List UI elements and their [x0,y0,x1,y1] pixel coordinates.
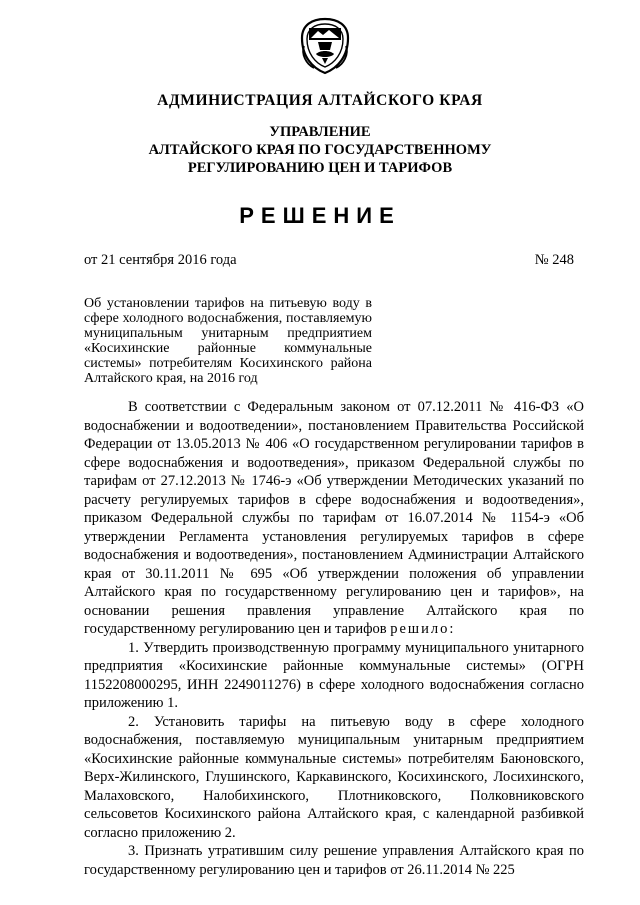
document-type-title: РЕШЕНИЕ [239,203,401,228]
item-3-paragraph: 3. Признать утратившим силу решение управления Алтайского края по государственному регулированию цен и тарифов от 26.11.2014 № 225 [84,843,584,878]
preamble-text: В соответствии с Федеральным законом от 07.12.2011 № 416-ФЗ «О водоснабжении и водоотведении», постановлением Правительства Российской Федерации от 13.05.2013 № 406 «О государственном регулировании тарифов в сфере водоснабжения и водоотведения», приказом Федеральной службы по тарифам от 27.12.2013 № 1746-э «Об утверждении Методических указаний по расчету регулируемых тарифов в сфере водоснабжения и водоотведения», приказом Федеральной службы по тарифам от 16.07.2014 № 1154-э «Об утверждении Регламента установления регулируемых тарифов в сфере водоснабжения и водоотведения», постановлением Администрации Алтайского края от 30.11.2011 № 695 «Об утверждении положения об управлении Алтайского края по государственному регулированию цен и тарифов», на основании решения правления управление Алтайского края по государственному регулированию цен и тарифов [84,399,584,637]
document-subject: Об установлении тарифов на питьевую воду в сфере холодного водоснабжения, поставляемую муниципальным унитарным предприятием «Косихинские районные коммунальные системы» потребителям Косихинского района Алтайского края, на 2016 год [84,296,372,386]
department-line: АЛТАЙСКОГО КРАЯ ПО ГОСУДАРСТВЕННОМУ [148,142,492,158]
administration-title: АДМИНИСТРАЦИЯ АЛТАЙСКОГО КРАЯ [157,92,483,109]
department-line: РЕГУЛИРОВАНИЮ ЦЕН И ТАРИФОВ [187,160,453,176]
department-line: УПРАВЛЕНИЕ [269,124,371,140]
department-name [0,123,640,177]
preamble-paragraph [84,398,584,639]
altai-krai-coat-of-arms-icon [298,16,352,76]
item-2-paragraph: 2. Установить тарифы на питьевую воду в сфере холодного водоснабжения, поставляемую муниципальным унитарным предприятием «Косихинские районные коммунальные системы» потребителям Баюновского, Верх-Жилинского, Глушинского, Каркавинского, Косихинского, Лосихинского, Малаховского, Налобихинского, Плотниковского, Полковниковского сельсоветов Косихинского района Алтайского края, с календарной разбивкой согласно приложению 2. [84,713,584,841]
document-number: № 248 [534,252,574,268]
decided-word: решило: [390,621,456,637]
document-body [84,398,584,879]
document-date: от 21 сентября 2016 года [84,252,237,268]
item-1-paragraph: 1. Утвердить производственную программу муниципального унитарного предприятия «Косихинские районные коммунальные системы» (ОГРН 1152208000295, ИНН 2249011276) в сфере холодного водоснабжения согласно приложению 1. [84,639,584,711]
